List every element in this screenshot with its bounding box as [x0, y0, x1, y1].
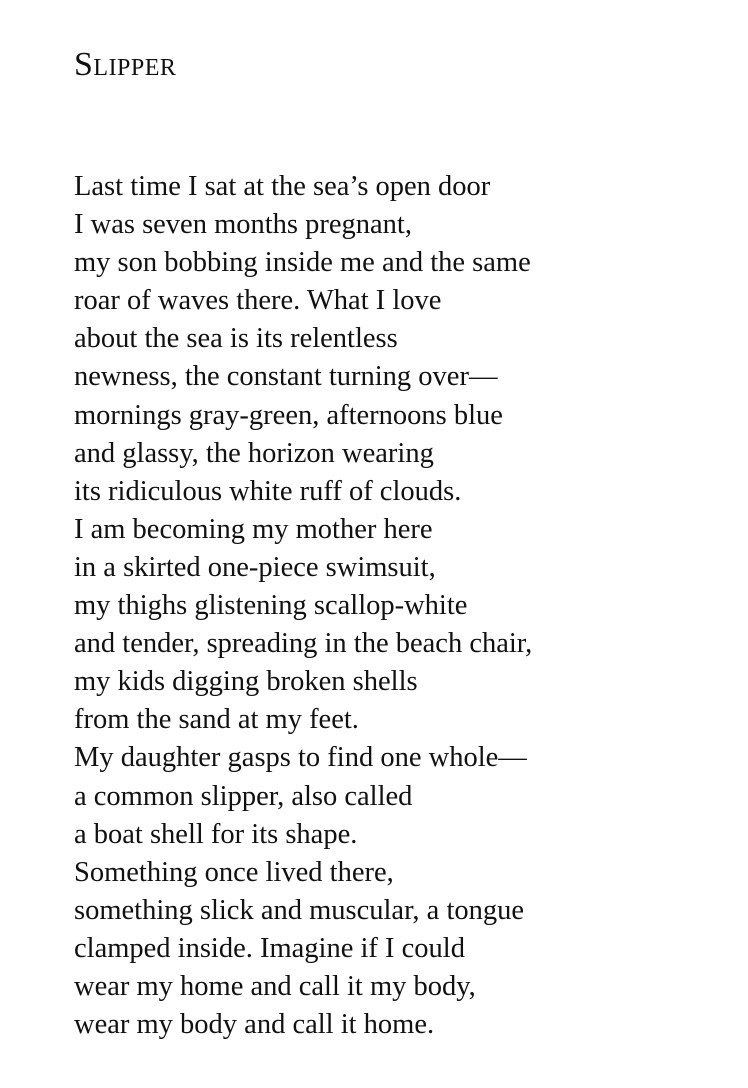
poem-line: I am becoming my mother here	[74, 513, 433, 545]
poem-line: and glassy, the horizon wearing	[74, 437, 434, 469]
poem-line: newness, the constant turning over—	[74, 361, 498, 393]
poem-line: wear my home and call it my body,	[74, 970, 476, 1002]
poem-line: about the sea is its relentless	[74, 323, 398, 355]
poem-line: Last time I sat at the sea’s open door	[74, 171, 491, 202]
poem-line: My daughter gasps to find one whole—	[74, 742, 527, 774]
poem-line: mornings gray-green, afternoons blue	[74, 399, 503, 431]
poem-line: roar of waves there. What I love	[74, 285, 442, 317]
poem-line: my thighs glistening scallop-white	[74, 590, 468, 622]
poem-title: Slipper	[74, 46, 177, 83]
poem-line: and tender, spreading in the beach chair,	[74, 628, 533, 660]
poem-line: wear my body and call it home.	[74, 1009, 435, 1041]
poem-line: from the sand at my feet.	[74, 704, 359, 736]
poem-line: clamped inside. Imagine if I could	[74, 932, 465, 964]
poem-line: a boat shell for its shape.	[74, 818, 358, 850]
poem-body	[74, 168, 532, 1044]
poem-line: a common slipper, also called	[74, 780, 413, 812]
poem-line: something slick and muscular, a tongue	[74, 894, 525, 926]
poem-line: I was seven months pregnant,	[74, 209, 412, 241]
poem-line: my kids digging broken shells	[74, 666, 418, 698]
poem-line: its ridiculous white ruff of clouds.	[74, 475, 462, 507]
poem-line: Something once lived there,	[74, 856, 394, 888]
poem-line: in a skirted one-piece swimsuit,	[74, 551, 436, 583]
poem-line: my son bobbing inside me and the same	[74, 247, 531, 279]
